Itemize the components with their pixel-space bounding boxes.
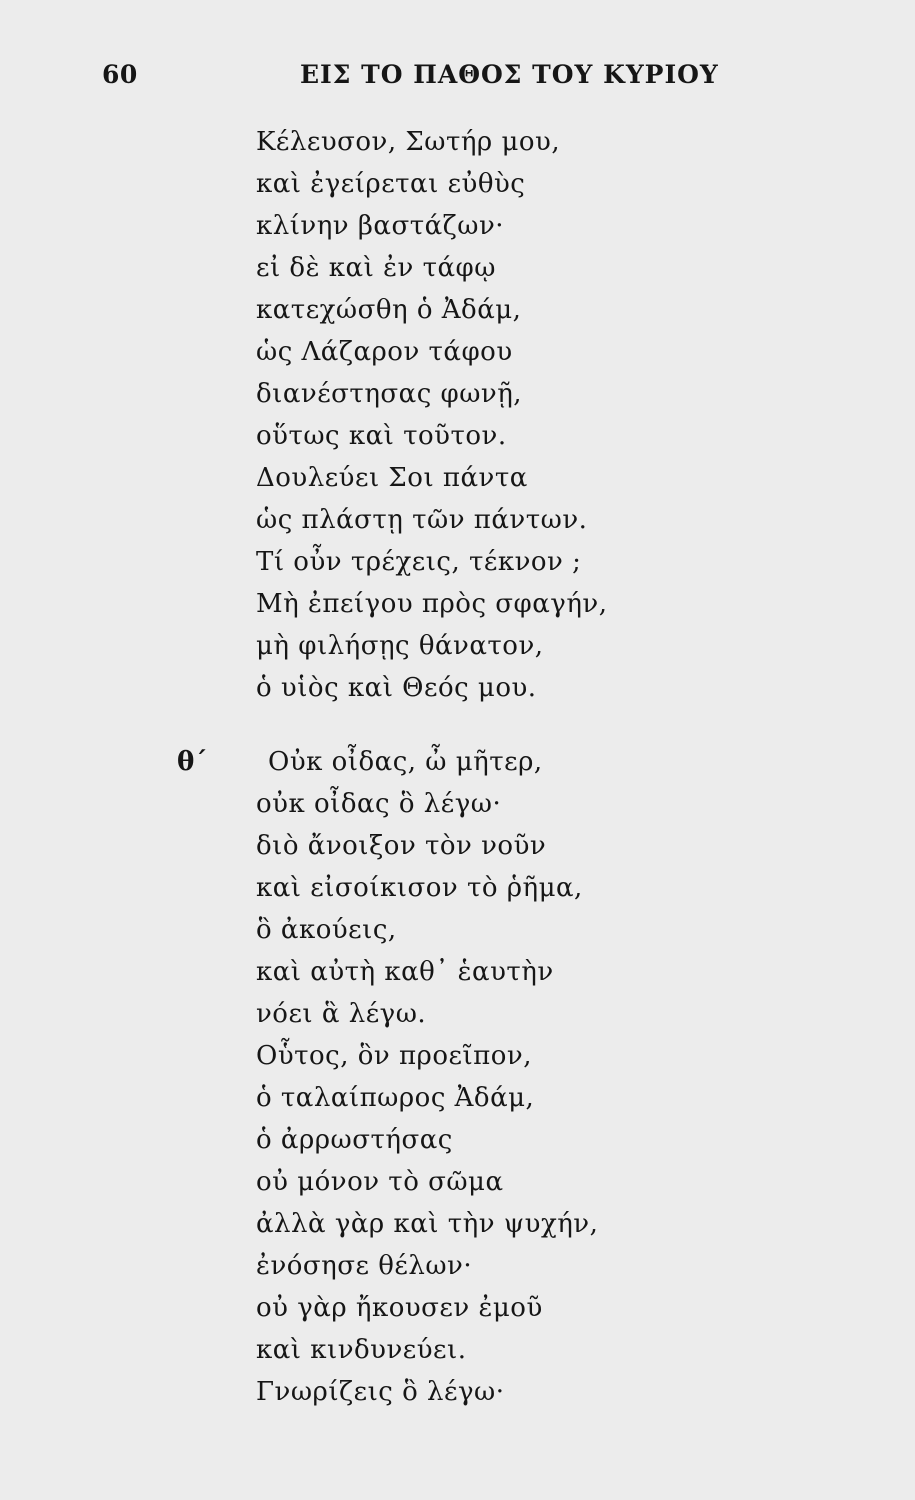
verse-line: ὃ ἀκούεις,: [256, 915, 397, 945]
stanza-1: [256, 121, 736, 709]
page-header: [0, 54, 915, 104]
verse-line: οὐ μόνον τὸ σῶμα: [256, 1167, 504, 1197]
verse-line: Οὗτος, ὃν προεῖπον,: [256, 1041, 532, 1071]
verse-line: Γνωρίζεις ὃ λέγω·: [256, 1377, 505, 1407]
verse-line: ὁ ταλαίπωρος Ἀδάμ,: [256, 1083, 535, 1113]
verse-line: καὶ εἰσοίκισον τὸ ῥῆμα,: [256, 873, 583, 903]
page-number: 60: [102, 60, 138, 89]
stanza-2: [256, 741, 736, 1413]
verse-line: οὐκ οἶδας ὃ λέγω·: [256, 789, 502, 819]
verse-line: ὁ υἱὸς καὶ Θεός μου.: [256, 673, 537, 703]
verse-line: Δουλεύει Σοι πάντα: [256, 463, 528, 493]
verse-line: Κέλευσον, Σωτήρ μου,: [256, 127, 561, 157]
verse-line: ὡς πλάστῃ τῶν πάντων.: [256, 505, 588, 535]
verse-line: κατεχώσθη ὁ Ἀδάμ,: [256, 295, 522, 325]
verse-line: οὐ γὰρ ἤκουσεν ἐμοῦ: [256, 1293, 543, 1323]
verse-line: καὶ κινδυνεύει.: [256, 1335, 467, 1365]
verse-line: ὡς Λάζαρον τάφου: [256, 337, 513, 367]
verse-line: Τί οὖν τρέχεις, τέκνον ;: [256, 547, 582, 577]
running-title: ΕΙΣ ΤΟ ΠΑΘΟΣ ΤΟΥ ΚΥΡΙΟΥ: [300, 60, 719, 89]
verse-line: διανέστησας φωνῇ,: [256, 379, 523, 409]
verse-line: νόει ἃ λέγω.: [256, 999, 427, 1029]
verse-line: διὸ ἄνοιξον τὸν νοῦν: [256, 831, 547, 861]
verse-line: καὶ αὐτὴ καθ᾽ ἑαυτὴν: [256, 957, 554, 987]
verse-line: καὶ ἐγείρεται εὐθὺς: [256, 169, 526, 199]
verse-line: Οὐκ οἶδας, ὦ μῆτερ,: [268, 747, 543, 777]
verse-line: εἰ δὲ καὶ ἐν τάφῳ: [256, 253, 496, 283]
verse-line: μὴ φιλήσῃς θάνατον,: [256, 631, 544, 661]
verse-line: ἀλλὰ γὰρ καὶ τὴν ψυχήν,: [256, 1209, 599, 1239]
verse-line: Μὴ ἐπείγου πρὸς σφαγήν,: [256, 589, 608, 619]
stanza-number: θ΄: [177, 747, 208, 777]
verse-line: οὕτως καὶ τοῦτον.: [256, 421, 507, 451]
verse-line: κλίνην βαστάζων·: [256, 211, 505, 241]
verse-line: ἐνόσησε θέλων·: [256, 1251, 473, 1281]
verse-line: ὁ ἀρρωστήσας: [256, 1125, 453, 1155]
